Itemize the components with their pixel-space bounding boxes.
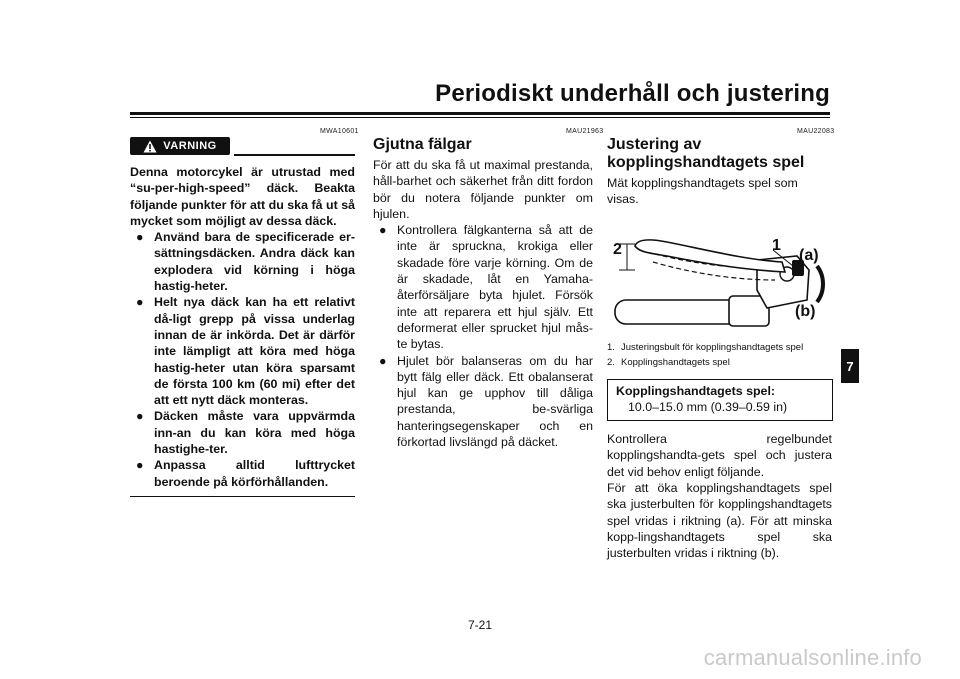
- spec-label: Kopplingshandtagets spel:: [616, 383, 776, 398]
- figure-label-a: (a): [799, 246, 819, 264]
- figure-label-1: 1: [772, 236, 781, 254]
- header-rule: [130, 112, 830, 115]
- figure-label-2: 2: [613, 240, 622, 258]
- warning-bullet: ● Använd bara de specificerade er-sättningsdäcken. Andra däck kan explodera vid körning i höga hastig-heter.: [136, 230, 355, 294]
- wheels-code: MAU21963: [566, 128, 604, 135]
- warning-header: [130, 137, 355, 157]
- warning-badge-label: VARNING: [163, 139, 217, 152]
- clutch-lever-figure: [607, 220, 832, 328]
- bullet-icon: ●: [379, 353, 387, 368]
- watermark: carmanualsonline.info: [703, 645, 922, 670]
- spec-box: [607, 379, 833, 422]
- chapter-tab: 7: [841, 349, 859, 383]
- warning-rule: [234, 154, 355, 156]
- wheels-intro: För att du ska få ut maximal prestanda, håll-barhet och säkerhet från ditt fordon bör du notera följande punkter om hjulen.: [373, 158, 593, 221]
- warning-bullet: ● Helt nya däck kan ha ett relativt då-ligt grepp på vissa underlag innan de är inkörda. Det är därför inte lämpligt att köra med höga hastig-heter utan köra sparsamt de första 100 km (60 mi) efter det att ett nytt däck monteras.: [136, 295, 355, 408]
- header-rule-thin: [130, 117, 830, 118]
- bullet-icon: ●: [379, 223, 387, 238]
- wheels-bullet: ● Hjulet bör balanseras om du har bytt fälg eller däck. Ett obalanserat hjul kan ge upphov till dåliga prestanda, be-svärliga hanteringsegenskaper och en förkortad livslängd på däcket.: [379, 353, 593, 450]
- warning-badge: [130, 137, 230, 155]
- warning-end-rule: [130, 496, 355, 498]
- figure-caption: [607, 342, 832, 369]
- bullet-icon: ●: [136, 295, 144, 310]
- clutch-body: Kontrollera regelbundet kopplingshandta-gets spel och justera det vid behov enligt följande. För att öka kopplingshandtagets spel ska justerbulten för kopplingshandtagets spel vridas i riktning (a). För att minska kopp-lingshandtagets spel ska justerbulten vridas i riktning (b).: [607, 432, 832, 561]
- clutch-column: [607, 128, 835, 562]
- page-title: Periodiskt underhåll och justering: [435, 80, 830, 107]
- wheels-column: [373, 130, 593, 450]
- clutch-title: Justering av kopplingshandtagets spel: [607, 136, 805, 171]
- spec-value: 10.0–15.0 mm (0.39–0.59 in): [628, 399, 788, 414]
- wheels-title: Gjutna fälgar: [373, 136, 472, 153]
- bullet-icon: ●: [136, 458, 144, 473]
- warning-column: [130, 130, 355, 497]
- warning-bullet: ● Däcken måste vara uppvärmda inn-an du kan köra med höga hastighe-ter.: [136, 409, 355, 457]
- warning-bullet: ● Anpassa alltid lufttrycket beroende på körförhållanden.: [136, 458, 355, 489]
- warning-code: MWA10601: [320, 128, 359, 135]
- wheels-bullet: ● Kontrollera fälgkanterna så att de inte är spruckna, krokiga eller skadade före varje körning. Om de är skadade, låt en Yamaha-återförsäljare byta hjulet. Försök inte att reparera ett hjul själv. Ett deformerat eller sprucket hjul mås-te bytas.: [379, 223, 593, 352]
- caption-item: 1. Justeringsbult för kopplingshandtagets spel: [607, 341, 804, 353]
- bullet-icon: ●: [136, 230, 144, 245]
- clutch-code: MAU22083: [797, 128, 835, 135]
- bullet-icon: ●: [136, 409, 144, 424]
- caption-item: 2. Kopplingshandtagets spel: [607, 356, 730, 368]
- warning-triangle-icon: [143, 140, 157, 153]
- clutch-intro: Mät kopplingshandtagets spel som visas.: [607, 176, 798, 207]
- warning-intro: Denna motorcykel är utrustad med “su-per-high-speed” däck. Beakta följande punkter för att du ska få ut så mycket som möjligt av dessa däck.: [130, 165, 355, 228]
- figure-label-b: (b): [795, 302, 816, 320]
- page-number: 7-21: [468, 618, 493, 632]
